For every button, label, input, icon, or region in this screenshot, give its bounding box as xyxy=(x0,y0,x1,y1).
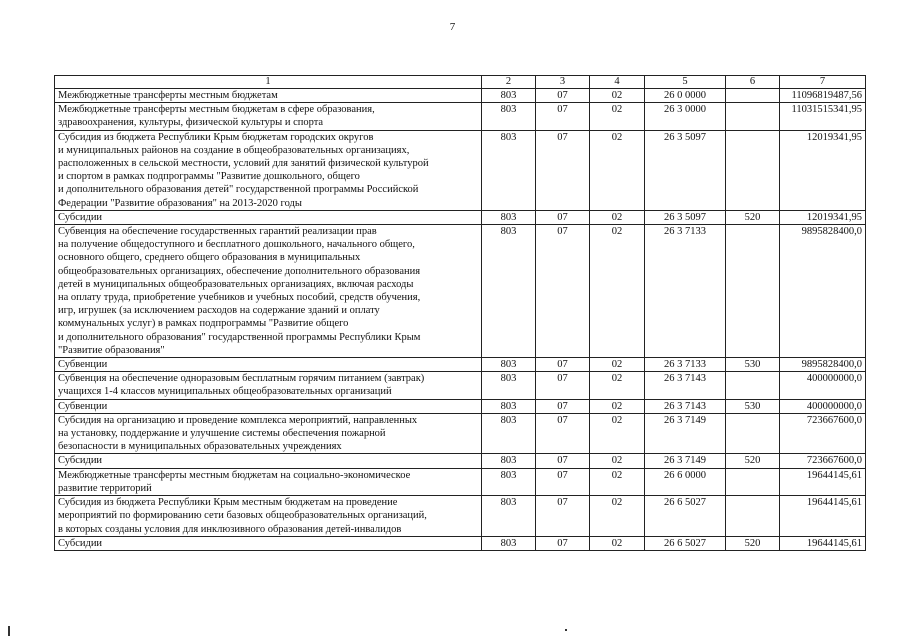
table-row xyxy=(55,358,866,372)
row-name-line: и муниципальных районов на создание в общеобразовательных организациях, xyxy=(58,144,410,156)
target-code-cell: 26 3 0000 xyxy=(645,103,726,130)
subsection-cell: 02 xyxy=(590,496,645,537)
expense-type-cell xyxy=(726,89,780,103)
row-name-cell xyxy=(55,358,482,372)
ministry-code-cell: 803 xyxy=(482,210,536,224)
section-cell: 07 xyxy=(536,399,590,413)
table-row xyxy=(55,372,866,399)
row-name-line: и дополнительного образования детей" государственной программы Российской xyxy=(58,184,419,196)
row-name-cell xyxy=(55,130,482,210)
table-row xyxy=(55,413,866,454)
header-cell: 7 xyxy=(780,76,866,89)
section-cell: 07 xyxy=(536,130,590,210)
row-name-line: Межбюджетные трансферты местным бюджетам в сфере образования, xyxy=(58,104,375,116)
amount-cell: 12019341,95 xyxy=(780,130,866,210)
expense-type-cell: 530 xyxy=(726,399,780,413)
row-name-line: игр, игрушек (за исключением расходов на содержание зданий и оплату xyxy=(58,305,380,317)
target-code-cell: 26 6 5027 xyxy=(645,496,726,537)
subsection-cell: 02 xyxy=(590,399,645,413)
row-name-line: Субвенции xyxy=(58,359,108,371)
row-name-line: Субвенции xyxy=(58,400,108,412)
row-name-cell xyxy=(55,399,482,413)
row-name-line: Субсидия на организацию и проведение комплекса мероприятий, направленных xyxy=(58,414,418,426)
expense-type-cell xyxy=(726,103,780,130)
ministry-code-cell: 803 xyxy=(482,468,536,495)
row-name-line: Субсидия из бюджета Республики Крым местным бюджетам на проведение xyxy=(58,497,398,509)
subsection-cell: 02 xyxy=(590,210,645,224)
section-cell: 07 xyxy=(536,496,590,537)
section-cell: 07 xyxy=(536,468,590,495)
section-cell: 07 xyxy=(536,225,590,358)
table-row xyxy=(55,468,866,495)
header-cell: 6 xyxy=(726,76,780,89)
ministry-code-cell: 803 xyxy=(482,496,536,537)
row-name-cell xyxy=(55,103,482,130)
amount-cell: 19644145,61 xyxy=(780,468,866,495)
amount-cell: 19644145,61 xyxy=(780,496,866,537)
ministry-code-cell: 803 xyxy=(482,399,536,413)
row-name-line: Субсидии xyxy=(58,455,103,467)
subsection-cell: 02 xyxy=(590,536,645,550)
section-cell: 07 xyxy=(536,103,590,130)
target-code-cell: 26 3 5097 xyxy=(645,130,726,210)
row-name-line: основного общего, среднего общего образования в муниципальных xyxy=(58,252,361,264)
row-name-cell xyxy=(55,210,482,224)
row-name-line: Субсидия из бюджета Республики Крым бюджетам городских округов xyxy=(58,131,374,143)
subsection-cell: 02 xyxy=(590,103,645,130)
table-row xyxy=(55,130,866,210)
ministry-code-cell: 803 xyxy=(482,130,536,210)
ministry-code-cell: 803 xyxy=(482,358,536,372)
target-code-cell: 26 6 0000 xyxy=(645,468,726,495)
page-number: 7 xyxy=(449,21,456,33)
row-name-line: коммунальных услуг) в рамках подпрограммы "Развитие общего xyxy=(58,318,349,330)
table-row xyxy=(55,399,866,413)
section-cell: 07 xyxy=(536,413,590,454)
row-name-line: Межбюджетные трансферты местным бюджетам xyxy=(58,90,278,101)
header-cell: 1 xyxy=(55,76,482,89)
subsection-cell: 02 xyxy=(590,358,645,372)
row-name-cell xyxy=(55,372,482,399)
amount-cell: 400000000,0 xyxy=(780,399,866,413)
row-name-cell xyxy=(55,225,482,358)
row-name-line: на оплату труда, приобретение учебников и учебных пособий, средств обучения, xyxy=(58,292,421,304)
row-name-cell xyxy=(55,454,482,468)
table-row xyxy=(55,496,866,537)
section-cell: 07 xyxy=(536,210,590,224)
table-row xyxy=(55,210,866,224)
row-name-line: мероприятий по формированию сети базовых общеобразовательных организаций, xyxy=(58,510,427,522)
ministry-code-cell: 803 xyxy=(482,372,536,399)
table-row xyxy=(55,103,866,130)
expense-type-cell xyxy=(726,413,780,454)
row-name-line: здравоохранения, культуры, физической культуры и спорта xyxy=(58,117,324,129)
table-row xyxy=(55,536,866,550)
row-name-line: на получение общедоступного и бесплатного дошкольного, начального общего, xyxy=(58,239,415,251)
amount-cell: 723667600,0 xyxy=(780,413,866,454)
ministry-code-cell: 803 xyxy=(482,536,536,550)
table-row xyxy=(55,225,866,358)
ministry-code-cell: 803 xyxy=(482,413,536,454)
row-name-line: расположенных в сельской местности, условий для занятий физической культурой xyxy=(58,158,429,170)
amount-cell: 9895828400,0 xyxy=(780,358,866,372)
amount-cell: 19644145,61 xyxy=(780,536,866,550)
scan-mark xyxy=(8,626,10,636)
row-name-cell xyxy=(55,536,482,550)
header-cell: 5 xyxy=(645,76,726,89)
row-name-line: Субвенция на обеспечение государственных гарантий реализации прав xyxy=(58,226,377,238)
row-name-cell xyxy=(55,89,482,103)
target-code-cell: 26 3 5097 xyxy=(645,210,726,224)
ministry-code-cell: 803 xyxy=(482,89,536,103)
subsection-cell: 02 xyxy=(590,413,645,454)
row-name-line: в которых созданы условия для инклюзивного образования детей-инвалидов xyxy=(58,523,402,535)
row-name-line: и спортом в рамках подпрограммы "Развитие дошкольного, общего xyxy=(58,171,360,183)
ministry-code-cell: 803 xyxy=(482,454,536,468)
expense-type-cell: 530 xyxy=(726,358,780,372)
subsection-cell: 02 xyxy=(590,454,645,468)
section-cell: 07 xyxy=(536,454,590,468)
target-code-cell: 26 0 0000 xyxy=(645,89,726,103)
amount-cell: 11096819487,56 xyxy=(780,89,866,103)
row-name-line: на установку, поддержание и улучшение системы обеспечения пожарной xyxy=(58,428,386,440)
table-row xyxy=(55,454,866,468)
expense-type-cell xyxy=(726,468,780,495)
row-name-line: "Развитие образования" xyxy=(58,344,165,356)
ministry-code-cell: 803 xyxy=(482,103,536,130)
expense-type-cell: 520 xyxy=(726,454,780,468)
header-cell: 4 xyxy=(590,76,645,89)
amount-cell: 11031515341,95 xyxy=(780,103,866,130)
row-name-cell xyxy=(55,468,482,495)
section-cell: 07 xyxy=(536,358,590,372)
amount-cell: 9895828400,0 xyxy=(780,225,866,358)
section-cell: 07 xyxy=(536,89,590,103)
expense-type-cell xyxy=(726,372,780,399)
ministry-code-cell: 803 xyxy=(482,225,536,358)
expense-type-cell: 520 xyxy=(726,210,780,224)
section-cell: 07 xyxy=(536,372,590,399)
row-name-line: общеобразовательных организациях, обеспечение дополнительного образования xyxy=(58,265,421,277)
subsection-cell: 02 xyxy=(590,468,645,495)
target-code-cell: 26 3 7133 xyxy=(645,225,726,358)
row-name-line: Субвенция на обеспечение одноразовым бесплатным горячим питанием (завтрак) xyxy=(58,373,425,385)
header-row xyxy=(55,76,866,89)
row-name-cell xyxy=(55,496,482,537)
amount-cell: 12019341,95 xyxy=(780,210,866,224)
row-name-line: Межбюджетные трансферты местным бюджетам на социально-экономическое xyxy=(58,469,411,481)
row-name-line: детей в муниципальных общеобразовательных организациях, включая расходы xyxy=(58,278,414,290)
target-code-cell: 26 3 7149 xyxy=(645,454,726,468)
subsection-cell: 02 xyxy=(590,89,645,103)
expense-type-cell: 520 xyxy=(726,536,780,550)
scan-mark xyxy=(565,629,567,631)
row-name-line: и дополнительного образования" государственной программы Республики Крым xyxy=(58,331,421,343)
target-code-cell: 26 3 7133 xyxy=(645,358,726,372)
subsection-cell: 02 xyxy=(590,130,645,210)
amount-cell: 723667600,0 xyxy=(780,454,866,468)
header-cell: 2 xyxy=(482,76,536,89)
row-name-line: Субсидии xyxy=(58,211,103,223)
amount-cell: 400000000,0 xyxy=(780,372,866,399)
row-name-line: учащихся 1-4 классов муниципальных общеобразовательных организаций xyxy=(58,386,392,398)
row-name-line: Федерации "Развитие образования" на 2013-2020 годы xyxy=(58,197,302,209)
target-code-cell: 26 3 7143 xyxy=(645,372,726,399)
section-cell: 07 xyxy=(536,536,590,550)
row-name-line: Субсидии xyxy=(58,537,103,549)
target-code-cell: 26 3 7143 xyxy=(645,399,726,413)
table-row xyxy=(55,89,866,103)
row-name-cell xyxy=(55,413,482,454)
subsection-cell: 02 xyxy=(590,372,645,399)
expense-type-cell xyxy=(726,225,780,358)
header-cell: 3 xyxy=(536,76,590,89)
expense-type-cell xyxy=(726,130,780,210)
target-code-cell: 26 6 5027 xyxy=(645,536,726,550)
row-name-line: развитие территорий xyxy=(58,482,152,494)
target-code-cell: 26 3 7149 xyxy=(645,413,726,454)
row-name-line: безопасности в муниципальных образовательных учреждениях xyxy=(58,441,342,453)
subsection-cell: 02 xyxy=(590,225,645,358)
expense-type-cell xyxy=(726,496,780,537)
budget-table xyxy=(54,75,866,551)
